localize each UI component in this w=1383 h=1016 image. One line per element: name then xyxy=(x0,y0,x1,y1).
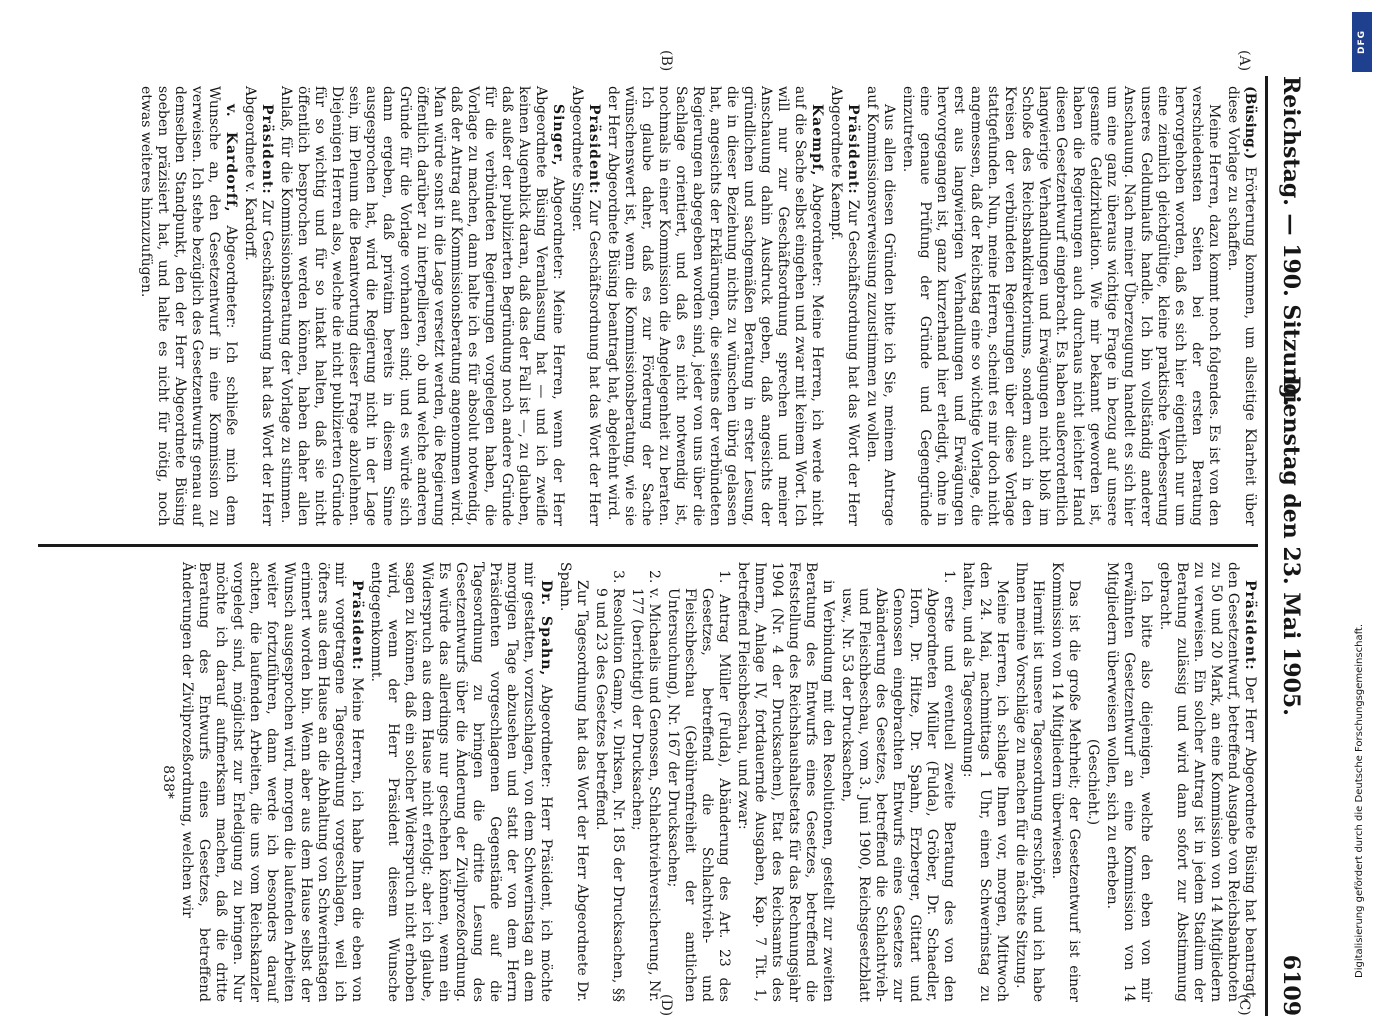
paragraph-text: Abgeordneter: Ich schließe mich dem Wunsche an, den Gesetzentwurf in eine Kommission zu verweisen. Ich stehe bezüglich des Gesetzentwurfs genau auf demselben Standpunkt, den der Herr Abgeordnete Büsing soeben präzisiert hat, und halte es nicht für nötig, noch etwas weiteres hinzuzufügen. xyxy=(138,86,239,526)
paragraph-text: Abgeordneter: Herr Präsident, ich möchte mir gestatten, vorzuschlagen, von dem Schwerinstag an dem morgigen Tage abzusehen und statt der von dem Herrn Präsidenten vorgeschlagenen Gegenstände auf die Tagesordnung zu bringen die dritte Lesung des Gesetzentwurfs über die Änderung der Zivilprozeßordnung. Es würde das allerdings nur geschehen können, wenn ein Widerspruch aus dem Hause nicht erfolgt; aber ich glaube, sagen zu können, daß ein solcher Widerspruch nicht erhoben wird, wenn der Herr Präsident diesem Wunsche entgegenkommt. xyxy=(368,562,554,1002)
agenda-item: 1. erste und eventuell zweite Beratung des von den Abgeordneten Müller (Fulda), Gröber, Dr. Schaedler, Horn, Dr. Hitze, Dr. Spahn, Erzberger, Gittart und Genossen eingebrachten Entwurfs eines Gesetzes zur Abänderung des Gesetzes, betreffend die Schlachtvieh- und Fleischbeschau, vom 3. Juni 1900, Reichsgesetzblatt usw., Nr. 53 der Drucksachen, xyxy=(839,570,957,1002)
paragraph xyxy=(827,86,861,526)
paragraph-text: Erörterung kommen, um allseitige Klarheit über diese Vorlage zu schaffen. xyxy=(1225,86,1258,526)
paragraph: Zur Tagesordnung hat das Wort der Herr Abgeordnete Dr. Spahn. xyxy=(557,562,590,1002)
rights-strip xyxy=(1345,8,1379,992)
header-left: Reichstag. — 190. Sitzung. xyxy=(1278,76,1304,407)
agenda-subitem: 1. Antrag Müller (Fulda), Abänderung des Art. 23 des Gesetzes, betreffend die Schlachtvieh- und Fleischbeschau (Gebührenfreiheit der amtlichen Untersuchung), Nr. 167 der Drucksachen; xyxy=(665,570,732,1002)
margin-mark-c: (C) xyxy=(1236,994,1252,1016)
paragraph xyxy=(241,86,275,526)
funding-notice: Digitalisierung gefördert durch die Deutsche Forschungsgemeinschaft. xyxy=(1354,623,1365,978)
speaker-name: Singer, xyxy=(550,104,566,167)
paragraph xyxy=(178,562,365,1002)
header-date: Dienstag den 23. Mai 1905. xyxy=(1278,376,1304,716)
paragraph-text: Zur Geschäftsordnung hat das Wort der Herr Abgeordnete v. Kardorff. xyxy=(242,86,275,527)
paragraph xyxy=(1224,86,1258,526)
paragraph xyxy=(1156,562,1258,1002)
paragraph: Aus allen diesen Gründen bitte ich Sie, meinem Antrage auf Kommissionsverweisung zuzustimmen zu wollen. xyxy=(864,86,897,526)
speaker-name: Präsident: xyxy=(1242,580,1258,671)
agenda-subitem: 3. Resolution Gamp, v. Dirksen, Nr. 185 der Drucksachen, §§ 9 und 23 des Gesetzes betreffend. xyxy=(593,570,626,1002)
speaker-name: v. Kardorff, xyxy=(223,104,239,213)
paragraph-text: Zur Geschäftsordnung hat das Wort der Herr Abgeordnete Kaempf. xyxy=(828,86,861,527)
paragraph xyxy=(367,562,554,1002)
paragraph: Meine Herren, ich schlage Ihnen vor, morgen, Mittwoch den 24. Mai, nachmittags 1 Uhr, einen Schwerinstag zu halten, und als Tagesordnung: xyxy=(960,562,1010,1002)
paragraph: Hiermit ist unsere Tagesordnung erschöpft, und ich habe Ihnen meine Vorschläge zu machen für die nächste Sitzung. xyxy=(1013,562,1046,1002)
page-header xyxy=(1265,76,1314,1016)
signature-mark: 838* xyxy=(160,765,176,799)
stage-direction: (Geschieht.) xyxy=(1085,738,1101,826)
paragraph xyxy=(604,86,825,526)
paragraph-text: Zur Geschäftsordnung hat das Wort der Herr Abgeordnete Singer. xyxy=(569,86,602,527)
paragraph-text: Der Herr Abgeordnete Büsing hat beantragt, den Gesetzentwurf, betreffend Ausgabe von Reichsbanknoten zu 50 und 20 Mark, an eine Kommission von 14 Mitgliedern zu verweisen. Ein solcher Antrag ist in jedem Stadium der Beratung zulässig und wird dann sofort zur Abstimmung gebracht. xyxy=(1157,562,1258,1002)
column-divider xyxy=(38,544,1258,547)
paragraph: Das ist die große Mehrheit; der Gesetzentwurf ist einer Kommission von 14 Mitgliedern überwiesen. xyxy=(1049,562,1082,1002)
paragraph xyxy=(568,86,602,526)
speaker-name: Präsident: xyxy=(845,104,861,195)
paragraph xyxy=(277,86,566,526)
speaker-tag: (Büsing.) xyxy=(1242,86,1258,160)
speaker-name: Präsident: xyxy=(349,580,365,671)
paragraph: Ich bitte also diejenigen, welche den eben von mir erwähnten Gesetzentwurf an eine Kommission von 14 Mitgliedern überweisen wollen, sich zu erheben. xyxy=(1104,562,1154,1002)
page-number: 6109 xyxy=(1278,954,1304,1016)
speaker-name: Präsident: xyxy=(586,104,602,195)
paragraph-text: Meine Herren, ich habe Ihnen die eben von mir vorgetragene Tagesordnung vorgeschlagen, weil ich öfters aus dem Hause an die Abhaltung von Schwerinstagen erinnert worden bin. Wenn aber aus dem Hause selbst der Wunsch ausgesprochen wird, morgen die laufenden Arbeiten weiter fortzuführen, dann werde ich besonders darauf achten, die laufenden Arbeiten, die uns vom Reichskanzler vorgelegt sind, möglichst zur Erledigung zu bringen. Nur möchte ich darauf aufmerksam machen, daß die dritte Beratung des Entwurfs eines Gesetzes, betreffend Änderungen der Zivilprozeßordnung, welchen wir xyxy=(179,562,365,1002)
paragraph-text: Abgeordneter: Meine Herren, ich werde nicht auf die Sache selbst eingehen und zwar mit keinem Wort. Ich will nur zur Geschäftsordnung sprechen und meiner Anschauung dahin Ausdruck geben, daß angesichts der gründlichen und sachgemäßen Beratung in erster Lesung, die in dieser Beziehung nichts zu wünschen übrig gelassen hat, angesichts der Erklärungen, die seitens der verbündeten Regierungen abgegeben worden sind, jeder von uns über die Sachlage orientiert, und daß es nicht notwendig ist, nochmals in einer Kommission die Angelegenheit zu beraten. Ich glaube daher, daß es zur Förderung der Sache wünschenswert ist, wenn die Kommissionsberatung, wie sie der Herr Abgeordnete Büsing beantragt hat, abgelehnt wird. xyxy=(605,86,825,526)
document-page xyxy=(30,50,1314,1016)
margin-mark-d: (D) xyxy=(658,994,674,1016)
paragraph xyxy=(137,86,239,526)
speaker-name: Kaempf, xyxy=(809,104,825,177)
right-column xyxy=(38,562,1258,1002)
paragraph: Meine Herren, dazu kommt noch folgendes. Es ist von den verschiedensten Seiten bei der ersten Beratung hervorgehoben worden, daß es sich hier eigentlich nur um eine ziemlich gleichgültige, kleine praktische Verbesserung unseres Geldumlaufs handle. Ich bin vollständig anderer Anschauung. Nach meiner Überzeugung handelt es sich hier um eine ganz überaus wichtige Frage in bezug auf unsere gesamte Geldzirkulation. Wie mir bekannt geworden ist, haben die Regierungen auch durchaus nicht leichter Hand diesen Gesetzentwurf eingebracht. Es haben außerordentlich langwierige Verhandlungen und Erwägungen nicht bloß im Schoße des Reichsbankdirektoriums, sondern auch in den Kreisen der verbündeten Regierungen über diese Vorlage stattgefunden. Nun, meine Herren, scheint es mir doch nicht angemessen, daß der Reichstag eine so wichtige Vorlage, die erst aus langwierigen Verhandlungen und Erwägungen hervorgegangen ist, ganz kurzerhand hier erledigt, ohne in eine genaue Prüfung der Gründe und Gegengründe einzutreten. xyxy=(900,86,1222,526)
margin-mark-a: (A) xyxy=(1236,50,1252,72)
speaker-name: Dr. Spahn, xyxy=(538,580,554,677)
dfg-logo-icon: DFG xyxy=(1352,12,1372,72)
speaker-name: Präsident: xyxy=(259,104,275,195)
agenda-subitem: 2. v. Michaelis und Genossen, Schlachtviehversicherung, Nr. 177 (berichtigt) der Drucksachen; xyxy=(629,570,662,1002)
paragraph: in Verbindung mit den Resolutionen, gestellt zur zweiten Beratung des Entwurfs eines Gesetzes, betreffend die Feststellung des Reichshaushaltsetats für das Rechnungsjahr 1904 (Nr. 4 der Drucksachen), Etat des Reichsamts des Innern, Anlage IV, fortdauernde Ausgaben, Kap. 7 Tit. 1, betreffend Fleischbeschau, und zwar: xyxy=(735,562,836,1002)
margin-mark-b: (B) xyxy=(658,50,674,72)
left-column xyxy=(38,86,1258,526)
paragraph-text: Abgeordneter: Meine Herren, wenn der Herr Abgeordnete Büsing Veranlassung hat — und ich zweifle keinen Augenblick daran, daß das der Fall ist —, zu glauben, daß außer der publizierten Begründung noch andere Gründe für die verbündeten Regierungen vorgelegen haben, die Vorlage zu machen, dann halte ich es für absolut notwendig, daß der Antrag auf Kommissionsberatung angenommen wird. Man würde sonst in die Lage versetzt werden, die Regierung öffentlich darüber zu interpellieren, ob und welche anderen Gründe für die Vorlage vorhanden sind; und es würde sich dann ergeben, daß privatim bereits in diesem Sinne ausgesprochen hat, wird die Regierung nicht in der Lage sein, im Plenum die Beantwortung dieser Frage abzulehnen. Diejenigen Herren also, welche die nicht publizierten Gründe für so wichtig und für so intakt halten, daß sie nicht öffentlich besprochen werden können, haben daher allen Anlaß, für die Kommissionsberatung der Vorlage zu stimmen. xyxy=(278,86,566,526)
